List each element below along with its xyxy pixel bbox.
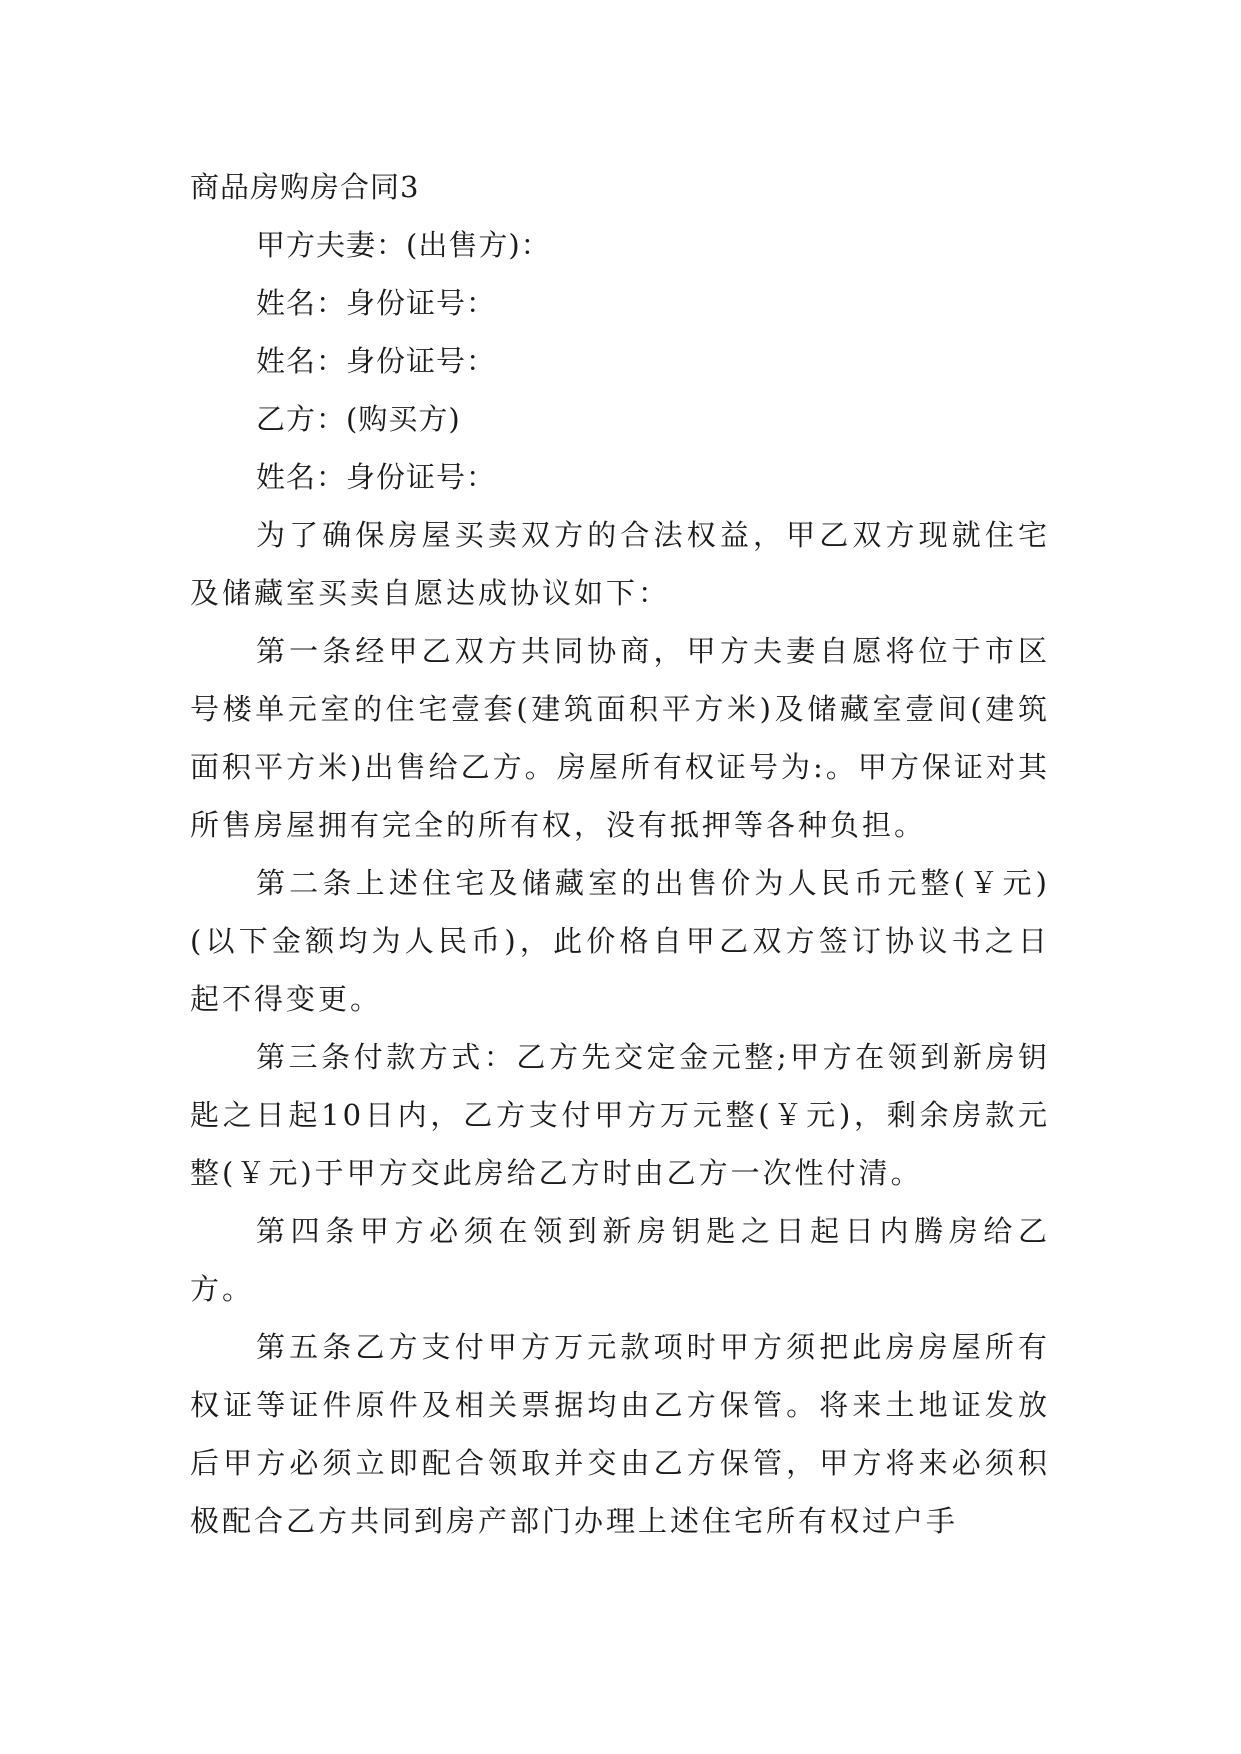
party-b-label: 乙方：(购买方) [256, 402, 461, 436]
article-2: 第二条上述住宅及储藏室的出售价为人民币元整(￥元)(以下金额均为人民币)，此价格自甲乙双方签订协议书之日起不得变更。 [190, 866, 1050, 1016]
intro-paragraph: 为了确保房屋买卖双方的合法权益，甲乙双方现就住宅及储藏室买卖自愿达成协议如下： [190, 518, 1050, 610]
party-a-label: 甲方夫妻：(出售方)： [256, 228, 551, 262]
party-b-person-1: 姓名：身份证号： [256, 460, 497, 494]
document-title: 商品房购房合同3 [190, 170, 420, 204]
party-a-person-1: 姓名：身份证号： [256, 286, 497, 320]
article-3: 第三条付款方式：乙方先交定金元整;甲方在领到新房钥匙之日起10日内，乙方支付甲方万元整(￥元)，剩余房款元整(￥元)于甲方交此房给乙方时由乙方一次性付清。 [190, 1040, 1050, 1190]
article-5: 第五条乙方支付甲方万元款项时甲方须把此房房屋所有权证等证件原件及相关票据均由乙方保管。将来土地证发放后甲方必须立即配合领取并交由乙方保管，甲方将来必须积极配合乙方共同到房产部门办理上述住宅所有权过户手 [190, 1330, 1050, 1538]
party-a-person-2: 姓名：身份证号： [256, 344, 497, 378]
article-4: 第四条甲方必须在领到新房钥匙之日起日内腾房给乙方。 [190, 1214, 1050, 1306]
article-1: 第一条经甲乙双方共同协商，甲方夫妻自愿将位于市区号楼单元室的住宅壹套(建筑面积平方米)及储藏室壹间(建筑面积平方米)出售给乙方。房屋所有权证号为:。甲方保证对其所售房屋拥有完全的所有权，没有抵押等各种负担。 [190, 634, 1050, 842]
document-body [190, 158, 1050, 1550]
